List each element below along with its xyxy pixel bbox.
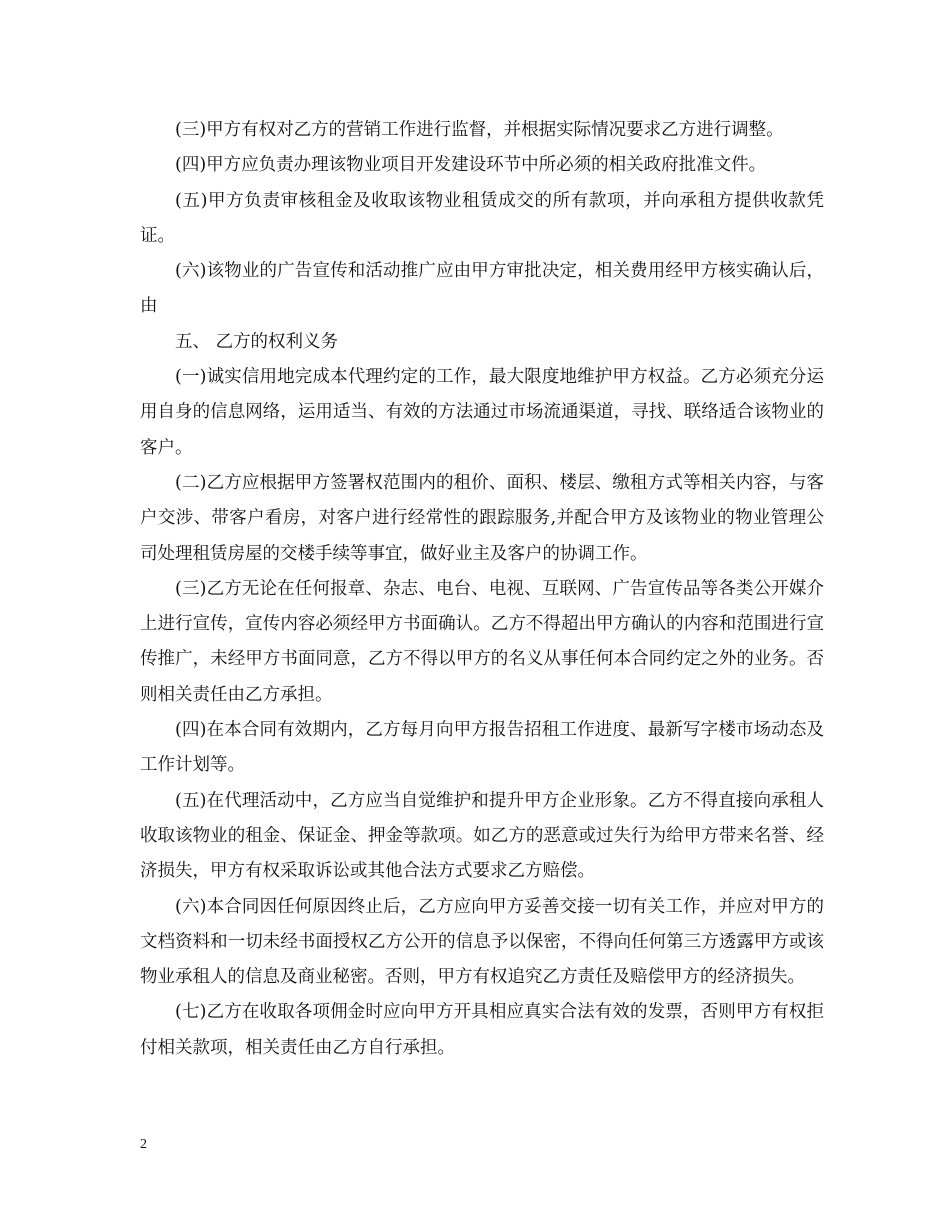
body-text bbox=[140, 113, 824, 1066]
paragraph-party-b-good-faith: (一)诚实信用地完成本代理约定的工作，最大限度地维护甲方权益。乙方必须充分运用自身的信息网络，运用适当、有效的方法通过市场流通渠道，寻找、联络适合该物业的客户。 bbox=[140, 367, 824, 458]
paragraph-party-b-monthly-report: (四)在本合同有效期内，乙方每月向甲方报告招租工作进度、最新写字楼市场动态及工作计划等。 bbox=[140, 720, 824, 776]
paragraph-party-b-invoices: (七)乙方在收取各项佣金时应向甲方开具相应真实合法有效的发票，否则甲方有权拒付相关款项，相关责任由乙方自行承担。 bbox=[140, 1002, 824, 1058]
page-number: 2 bbox=[140, 1137, 147, 1152]
paragraph-party-b-confidentiality: (六)本合同因任何原因终止后，乙方应向甲方妥善交接一切有关工作，并应对甲方的文档资料和一切未经书面授权乙方公开的信息予以保密，不得向任何第三方透露甲方或该物业承租人的信息及商业秘密。否则，甲方有权追究乙方责任及赔偿甲方的经济损失。 bbox=[140, 896, 824, 988]
paragraph-party-a-advertising: (六)该物业的广告宣传和活动推广应由甲方审批决定，相关费用经甲方核实确认后，由 bbox=[140, 261, 824, 317]
paragraph-party-b-company-image: (五)在代理活动中，乙方应当自觉维护和提升甲方企业形象。乙方不得直接向承租人收取该物业的租金、保证金、押金等款项。如乙方的恶意或过失行为给甲方带来名誉、经济损失，甲方有权采取诉讼或其他合法方式要求乙方赔偿。 bbox=[140, 790, 824, 882]
paragraph-party-a-supervision: (三)甲方有权对乙方的营销工作进行监督，并根据实际情况要求乙方进行调整。 bbox=[175, 120, 784, 140]
paragraph-party-a-approvals: (四)甲方应负责办理该物业项目开发建设环节中所必须的相关政府批准文件。 bbox=[175, 155, 767, 176]
paragraph-party-a-rent-collection: (五)甲方负责审核租金及收取该物业租赁成交的所有款项，并向承租方提供收款凭证。 bbox=[140, 190, 824, 246]
paragraph-party-b-client-service: (二)乙方应根据甲方签署权范围内的租价、面积、楼层、缴租方式等相关内容，与客户交涉、带客户看房，对客户进行经常性的跟踪服务,并配合甲方及该物业的物业管理公司处理租赁房屋的交楼手续等事宜，做好业主及客户的协调工作。 bbox=[140, 472, 824, 564]
paragraph-party-b-publicity: (三)乙方无论在任何报章、杂志、电台、电视、互联网、广告宣传品等各类公开媒介上进行宣传，宣传内容必须经甲方书面确认。乙方不得超出甲方确认的内容和范围进行宣传推广，未经甲方书面同意，乙方不得以甲方的名义从事任何本合同约定之外的业务。否则相关责任由乙方承担。 bbox=[140, 578, 824, 705]
section-heading-party-b-rights: 五、 乙方的权利义务 bbox=[175, 331, 339, 352]
